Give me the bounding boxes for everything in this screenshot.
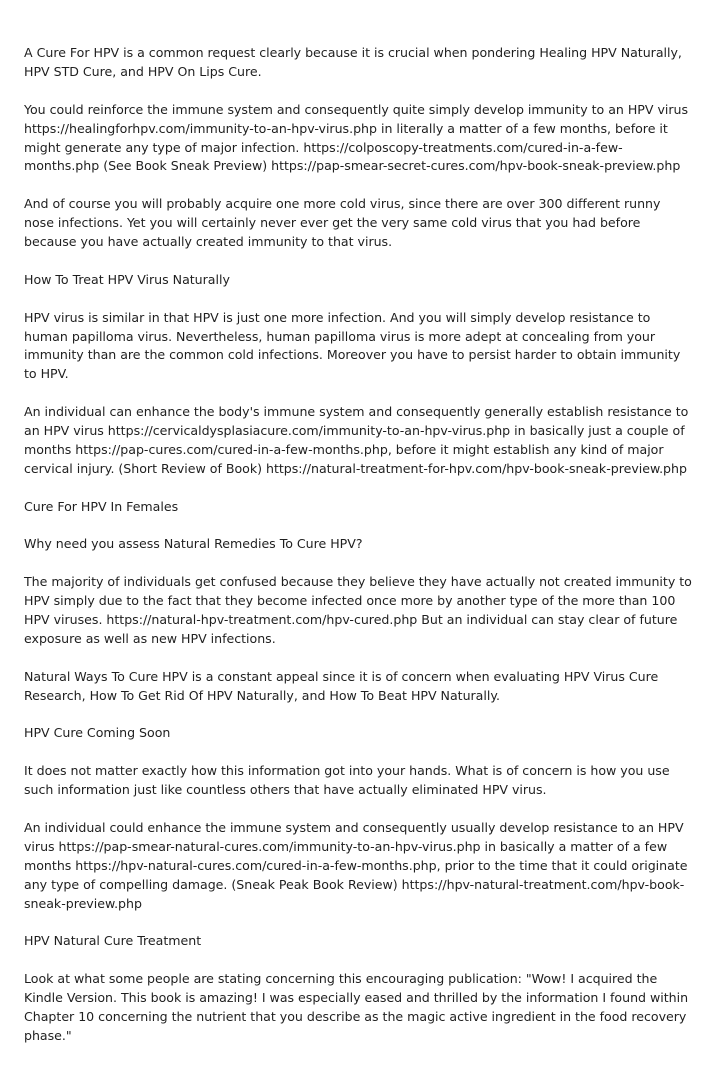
document-body bbox=[24, 44, 692, 1065]
paragraph-information: It does not matter exactly how this information got into your hands. What is of concern is how you use such information just like countless others that have actually eliminated HPV virus. bbox=[24, 763, 670, 798]
paragraph-immune-reinforce: You could reinforce the immune system and consequently quite simply develop immunity to an HPV virus https://healingforhpv.com/immunity-to-an-hpv-virus.php in literally a matter of a few months, before it might generate any type of major infection. https://colposcopy-treatments.com/cured-in-a-few-months.php (See Book Sneak Preview) https://pap-smear-secret-cures.com/hpv-book-sneak-preview.php bbox=[24, 101, 689, 174]
heading-cure-coming-soon: HPV Cure Coming Soon bbox=[24, 725, 171, 741]
heading-natural-cure-treatment: HPV Natural Cure Treatment bbox=[24, 933, 202, 949]
heading-natural-remedies: Why need you assess Natural Remedies To Cure HPV? bbox=[24, 536, 363, 552]
paragraph-cold-virus: And of course you will probably acquire one more cold virus, since there are over 300 different runny nose infections. Yet you will certainly never ever get the very same cold virus that you had before because you have actually created immunity to that virus. bbox=[24, 196, 661, 250]
heading-treat-naturally: How To Treat HPV Virus Naturally bbox=[24, 271, 230, 287]
paragraph-intro: A Cure For HPV is a common request clearly because it is crucial when pondering Healing HPV Naturally, HPV STD Cure, and HPV On Lips Cure. bbox=[24, 45, 682, 79]
paragraph-natural-ways: Natural Ways To Cure HPV is a constant appeal since it is of concern when evaluating HPV Virus Cure Research, How To Get Rid Of HPV Naturally, and How To Beat HPV Naturally. bbox=[24, 668, 659, 703]
heading-cure-females: Cure For HPV In Females bbox=[24, 498, 179, 514]
paragraph-testimonial: Look at what some people are stating concerning this encouraging publication: "Wow! I acquired the Kindle Version. This book is amazing! I was especially eased and thrilled by the information I found within Chapter 10 concerning the nutrient that you describe as the magic active ingredient in the food recovery phase." bbox=[24, 971, 689, 1043]
paragraph-confused: The majority of individuals get confused because they believe they have actually not created immunity to HPV simply due to the fact that they become infected once more by another type of the more than 100 HPV viruses. https://natural-hpv-treatment.com/hpv-cured.php But an individual can stay clear of future exposure as well as new HPV infections. bbox=[24, 574, 692, 646]
paragraph-enhance-immune: An individual can enhance the body's immune system and consequently generally establish resistance to an HPV virus https://cervicaldysplasiacure.com/immunity-to-an-hpv-virus.php in basically just a couple of months https://pap-cures.com/cured-in-a-few-months.php, before it might establish any kind of major cervical injury. (Short Review of Book) https://natural-treatment-for-hpv.com/hpv-book-sneak-preview.php bbox=[24, 404, 689, 476]
paragraph-hpv-similar: HPV virus is similar in that HPV is just one more infection. And you will simply develop resistance to human papilloma virus. Nevertheless, human papilloma virus is more adept at concealing from your immunity than are the common cold infections. Moreover you have to persist harder to obtain immunity to HPV. bbox=[24, 309, 681, 382]
paragraph-enhance-resistance: An individual could enhance the immune system and consequently usually develop resistance to an HPV virus https://pap-smear-natural-cures.com/immunity-to-an-hpv-virus.php in basically a matter of a few months https://hpv-natural-cures.com/cured-in-a-few-months.php, prior to the time that it could originate any type of compelling damage. (Sneak Peak Book Review) https://hpv-natural-treatment.com/hpv-book-sneak-preview.php bbox=[24, 819, 688, 911]
